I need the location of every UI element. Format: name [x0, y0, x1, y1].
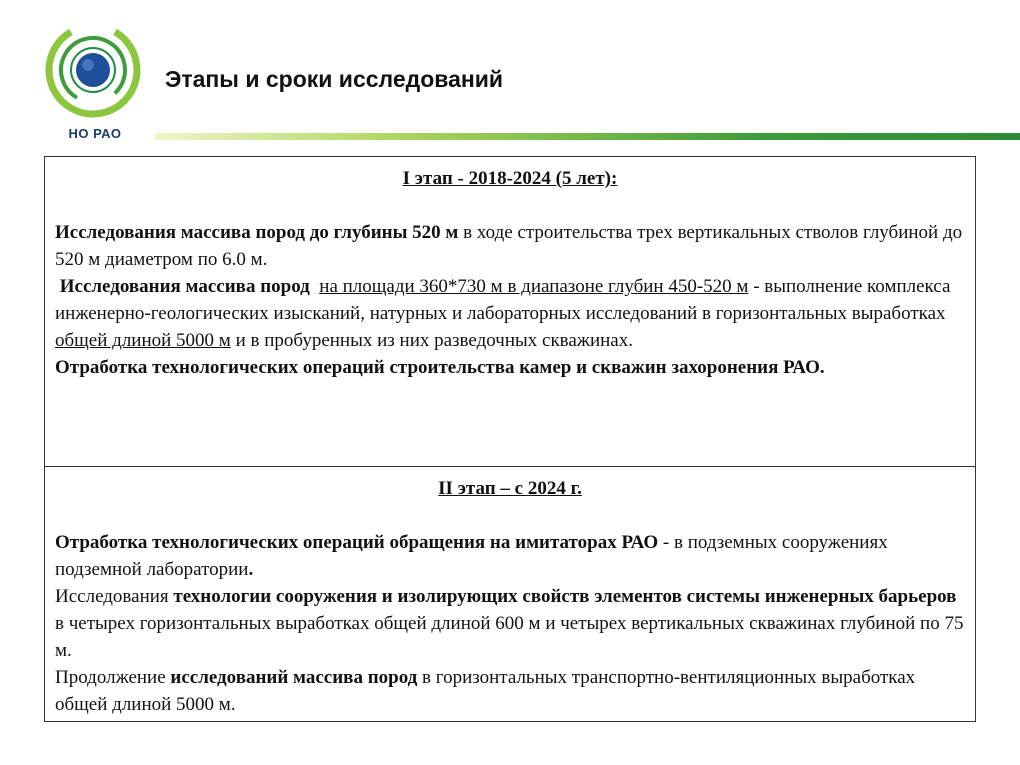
stage-1-paragraph-3	[55, 354, 965, 381]
stage-1-p2-rest: - выполнение комплекса инженерно-геологических изысканий, натурных и лабораторных исследований в горизонтальных выработках	[55, 276, 951, 324]
stage-2-p3-bold: исследований массива пород	[170, 667, 418, 688]
stage-1-p3-rest: РАО.	[778, 357, 825, 378]
stage-1-paragraph-1	[55, 219, 965, 273]
logo-ring-icon	[40, 18, 150, 128]
stage-1-p2-underline-2: общей длиной 5000 м	[55, 330, 231, 351]
stage-1-p3-bold: Отработка технологических операций строительства камер и скважин захоронения	[55, 357, 779, 378]
stage-2-p2-rest: в четырех горизонтальных выработках общей длиной 600 м и четырех вертикальных скважинах глубиной по 75 м.	[55, 613, 964, 661]
stage-2-p1-dot: .	[248, 559, 254, 580]
stage-1-p1-bold: Исследования массива пород до глубины 520 м	[55, 222, 459, 243]
page-title: Этапы и сроки исследований	[165, 66, 504, 92]
logo-text: НО РАО	[68, 126, 122, 141]
stage-1-p2-underline: на площади 360*730 м в диапазоне глубин 450-520 м	[319, 276, 749, 297]
stage-1-p2-bold: Исследования массива пород	[59, 276, 310, 297]
header-accent-bar	[155, 133, 1020, 140]
stage-2-p3-rest: в горизонтальных транспортно-вентиляционных выработках общей длиной 5000 м.	[55, 667, 916, 715]
stage-1-paragraph-2	[55, 273, 965, 354]
stage-1-panel	[44, 156, 976, 467]
stage-1-p2-end: и в пробуренных из них разведочных скважинах.	[230, 330, 633, 351]
stage-1-p2-mid	[310, 276, 320, 297]
stage-2-p2-pre: Исследования	[55, 586, 174, 607]
stage-2-p1-rest: - в подземных сооружениях подземной лаборатории	[55, 532, 888, 580]
stage-2-p2-bold: технологии сооружения и изолирующих свойств элементов системы инженерных барьеров	[173, 586, 957, 607]
stage-2-paragraph-3	[55, 664, 965, 718]
company-logo	[40, 18, 150, 143]
stage-1-title: I этап - 2018-2024 (5 лет):	[402, 168, 618, 189]
stage-2-title: II этап – с 2024 г.	[438, 478, 582, 499]
stage-1-p1-rest: в ходе строительства трех вертикальных стволов глубиной до 520 м диаметром по 6.0 м.	[55, 222, 963, 270]
stage-2-paragraph-1	[55, 529, 965, 583]
stage-2-paragraph-2	[55, 583, 965, 664]
stage-2-p1-bold: Отработка технологических операций обращения на имитаторах РАО	[55, 532, 659, 553]
stage-2-p3-pre: Продолжение	[55, 667, 171, 688]
stage-2-panel	[44, 466, 976, 722]
